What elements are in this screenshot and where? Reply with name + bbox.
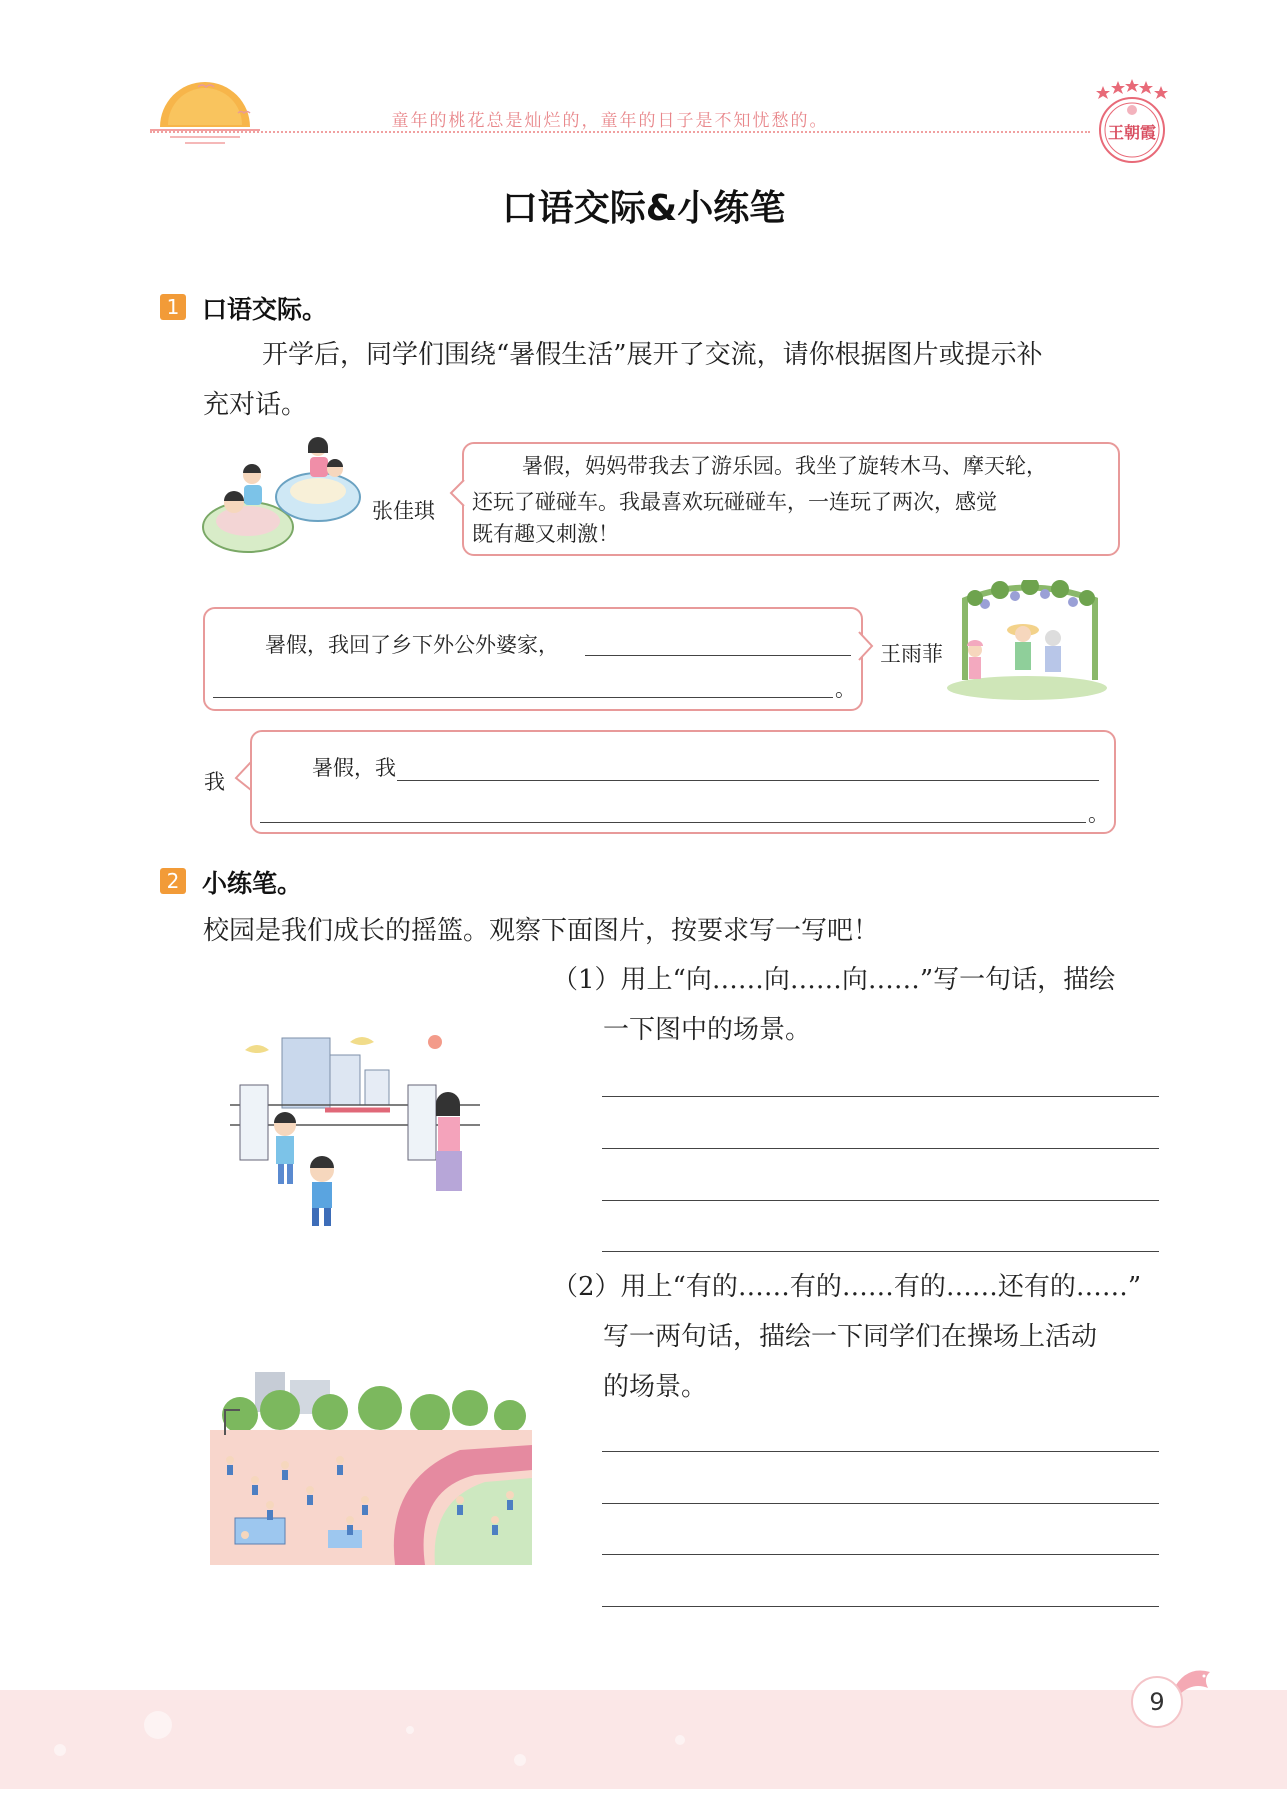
section2-intro: 校园是我们成长的摇篮。观察下面图片，按要求写一写吧！ bbox=[203, 916, 880, 946]
dialog1-bubble-tail bbox=[449, 478, 465, 508]
dialog1-line3: 既有趣又刺激！ bbox=[472, 522, 619, 546]
task1-answer-line1[interactable] bbox=[602, 1096, 1159, 1097]
dialog2-speech-bubble bbox=[203, 607, 863, 711]
section1-number: 1 bbox=[160, 294, 186, 320]
seal-text: 王朝霞 bbox=[1107, 123, 1156, 142]
dialog2-bubble-tail bbox=[857, 630, 875, 662]
section1-intro-line1: 开学后，同学们围绕“暑假生活”展开了交流，请你根据图片或提示补 bbox=[262, 340, 1043, 370]
bumper-cars-illustration bbox=[200, 435, 365, 560]
footer-band bbox=[0, 1690, 1287, 1789]
section1-heading: 口语交际。 bbox=[202, 295, 328, 324]
task2-answer-line2[interactable] bbox=[602, 1503, 1159, 1504]
dialog3-answer-line1[interactable] bbox=[397, 780, 1099, 781]
task2-prompt-line1: （2）用上“有的……有的……有的……还有的……” bbox=[552, 1272, 1142, 1302]
task2-prompt-line3: 的场景。 bbox=[603, 1372, 708, 1402]
page-number: 9 bbox=[1131, 1676, 1183, 1728]
grape-trellis-illustration bbox=[945, 580, 1110, 700]
task1-prompt-line1: （1）用上“向……向……向……”写一句话，描绘 bbox=[552, 965, 1116, 995]
dialog2-answer-line2[interactable] bbox=[213, 697, 833, 698]
dialog3-end-mark: 。 bbox=[1088, 802, 1109, 826]
section2-number: 2 bbox=[160, 868, 186, 894]
dialog3-answer-line2[interactable] bbox=[260, 822, 1086, 823]
dialog1-line1: 暑假，妈妈带我去了游乐园。我坐了旋转木马、摩天轮， bbox=[522, 454, 1047, 478]
section1-intro-line2: 充对话。 bbox=[203, 390, 308, 420]
task1-answer-line2[interactable] bbox=[602, 1148, 1159, 1149]
page-title: 口语交际&小练笔 bbox=[501, 188, 786, 229]
school-gate-illustration bbox=[230, 1030, 480, 1240]
sunset-logo-icon bbox=[150, 75, 260, 150]
dialog3-prompt: 暑假，我 bbox=[312, 756, 396, 780]
dialog2-speaker-name: 王雨菲 bbox=[880, 642, 943, 666]
footer-bubbles-decoration bbox=[0, 1690, 1287, 1789]
dialog3-bubble-tail bbox=[232, 760, 252, 792]
header-divider bbox=[150, 131, 1090, 133]
task2-answer-line1[interactable] bbox=[602, 1451, 1159, 1452]
task2-prompt-line2: 写一两句话，描绘一下同学们在操场上活动 bbox=[603, 1322, 1098, 1352]
task2-answer-line4[interactable] bbox=[602, 1606, 1159, 1607]
author-seal bbox=[1093, 78, 1171, 166]
header-motto: 童年的桃花总是灿烂的，童年的日子是不知忧愁的。 bbox=[391, 111, 829, 131]
task1-prompt-line2: 一下图中的场景。 bbox=[603, 1015, 812, 1045]
task1-answer-line4[interactable] bbox=[602, 1251, 1159, 1252]
dialog2-answer-line1[interactable] bbox=[585, 655, 851, 656]
dialog2-prompt: 暑假，我回了乡下外公外婆家， bbox=[265, 633, 559, 657]
task2-answer-line3[interactable] bbox=[602, 1554, 1159, 1555]
dialog2-end-mark: 。 bbox=[835, 677, 856, 701]
playground-illustration bbox=[210, 1370, 532, 1565]
section2-heading: 小练笔。 bbox=[202, 869, 303, 898]
task1-answer-line3[interactable] bbox=[602, 1200, 1159, 1201]
dialog3-speech-bubble bbox=[250, 730, 1116, 834]
dialog1-line2: 还玩了碰碰车。我最喜欢玩碰碰车，一连玩了两次，感觉 bbox=[472, 490, 997, 514]
dialog1-speaker-name: 张佳琪 bbox=[372, 499, 435, 523]
dialog3-speaker-name: 我 bbox=[204, 770, 225, 794]
dialog1-speech-bubble bbox=[462, 442, 1120, 556]
